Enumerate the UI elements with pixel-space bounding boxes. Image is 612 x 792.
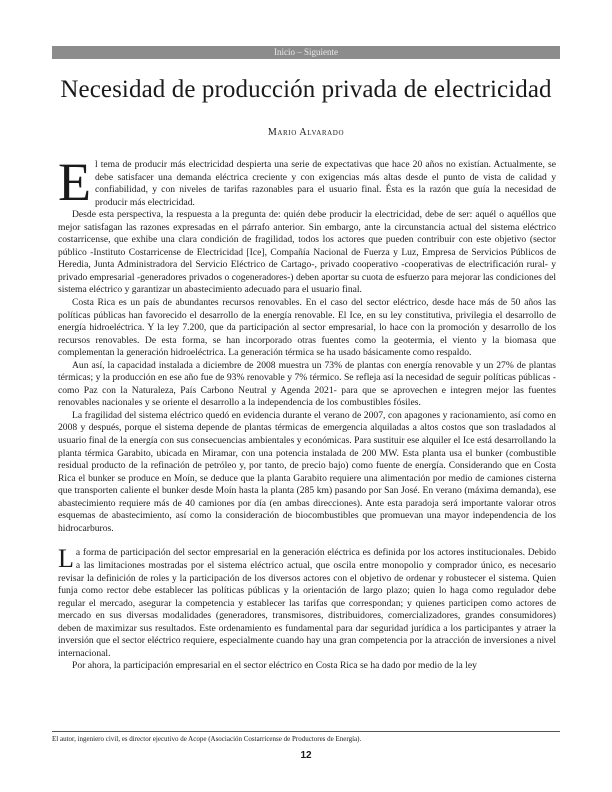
paragraph-4: Aun así, la capacidad instalada a diciembre de 2008 muestra un 73% de plantas con energía renovable y un 27% de plantas térmicas; y la producción en ese año fue de 93% renovable y 7% térmico. Se refleja así la necesidad de seguir políticas públicas -como Paz con la Naturaleza, País Carbono Neutral y Agenda 2021- para que se aprovechen e integren mejor las fuentes renovables nacionales y se oriente el desarrollo a la independencia de los combustibles fósiles.: [58, 359, 556, 409]
article-author: Mario Alvarado: [267, 127, 345, 138]
nav-link-siguiente[interactable]: Siguiente: [304, 47, 338, 57]
drop-cap-l: L: [58, 544, 74, 574]
paragraph-3: Costa Rica es un país de abundantes recursos renovables. En el caso del sector eléctrico, desde hace más de 50 años las políticas públicas han favorecido el desarrollo de la energía renovable. El Ice, en su ley constitutiva, privilegia el desarrollo de energía hidroeléctrica. Y la ley 7.200, que da participación al sector empresarial, lo hace con la promoción y desarrollo de los recursos renovables. De esta forma, se han incorporado otras fuentes como la geotermia, el viento y la biomasa que complementan la generación hidroeléctrica. La generación térmica se ha usado básicamente como respaldo.: [58, 297, 556, 359]
top-navigation-bar: [52, 46, 560, 59]
article-body: [58, 152, 556, 673]
article-title: Necesidad de producción privada de electricidad: [60, 76, 552, 103]
paragraph-1: [58, 152, 556, 212]
nav-separator: –: [295, 47, 304, 57]
paragraph-7: Por ahora, la participación empresarial en el sector eléctrico en Costa Rica se ha dado por medio de la ley: [72, 660, 477, 672]
nav-link-inicio[interactable]: Inicio: [274, 47, 295, 57]
page-number: 12: [300, 750, 312, 761]
paragraph-2: Desde esta perspectiva, la respuesta a la pregunta de: quién debe producir la electricidad, debe de ser: aquél o aquéllos que mejor satisfagan las razones expresadas en el párrafo anterior. Sin embargo, ante la circunstancia actual del sistema eléctrico costarricense, que exhibe una clara condición de fragilidad, todos los actores que pueden contribuir con este objetivo (sector público -Instituto Costarricense de Electricidad [Ice], Compañía Nacional de Fuerza y Luz, Empresa de Servicios Públicos de Heredia, Junta Administradora del Servicio Eléctrico de Cartago-, privado cooperativo -cooperativas de electrificación rural- y privado empresarial -generadores privados o cogeneradores-) deben aportar su cuota de esfuerzo para mejorar las condiciones del sistema eléctrico y garantizar un abastecimiento adecuado para el usuario final.: [58, 209, 556, 296]
paragraph-1-text: l tema de producir más electricidad despierta una serie de expectativas que hace 20 años no existían. Actualmente, se debe satisfacer una demanda eléctrica creciente y con exigencias más altas desde el punto de vista de calidad y confiabilidad, y con niveles de tarifas razonables para el usuario final. Ésta es la razón que guía la necesidad de producir más electricidad.: [95, 159, 556, 208]
footnote-divider: [52, 731, 560, 732]
author-footnote: El autor, ingeniero civil, es director ejecutivo de Acope (Asociación Costarricense de Productores de Energía).: [52, 735, 362, 743]
paragraph-5: La fragilidad del sistema eléctrico quedó en evidencia durante el verano de 2007, con apagones y racionamiento, así como en 2008 y después, porque el sistema depende de plantas térmicas de emergencia alquiladas a altos costos que son trasladados al usuario final de la energía con sus consecuencias ambientales y económicas. Para sustituir ese alquiler el Ice está desarrollando la planta térmica Garabito, ubicada en Miramar, con una potencia instalada de 200 MW. Esta planta usa el bunker (combustible residual producto de la refinación de petróleo y, por tanto, de precio bajo) como fuente de energía. Considerando que en Costa Rica el bunker se produce en Moín, se deduce que la planta Garabito requiere una alimentación por medio de camiones cisterna que transporten caliente el bunker desde Moín hasta la planta (285 km) pasando por San José. En verano (máxima demanda), ese abastecimiento requiere más de 40 camiones por día (en ambas direcciones). Ante esta paradoja será importante valorar otros esquemas de abastecimiento, así como la consideración de biocombustibles que promuevan una mayor independencia de los hidrocarburos.: [58, 409, 556, 534]
paragraph-6: [58, 544, 556, 660]
drop-cap-e: E: [58, 152, 91, 212]
paragraph-6-text: a forma de participación del sector empresarial en la generación eléctrica es definida por los actores institucionales. Debido a las limitaciones mostradas por el sistema eléctrico actual, que oscila entre monopolio y comprador único, es necesario revisar la definición de roles y la participación de los diversos actores con el objetivo de ordenar y robustecer el sistema. Quien funja como rector debe establecer las políticas públicas y la orientación de largo plazo; quien lo haga como regulador debe regular el mercado, asegurar la competencia y establecer las tarifas que correspondan; y quienes participen como actores de mercado en sus diversas modalidades (generadores, transmisores, distribuidores, comercializadores, grandes consumidores) deben de maximizar sus resultados. Este ordenamiento es fundamental para dar seguridad jurídica a los participantes y atraer la inversión que el sector eléctrico requiere, especialmente cuando hay una gran competencia por la atracción de inversiones a nivel internacional.: [58, 547, 556, 659]
